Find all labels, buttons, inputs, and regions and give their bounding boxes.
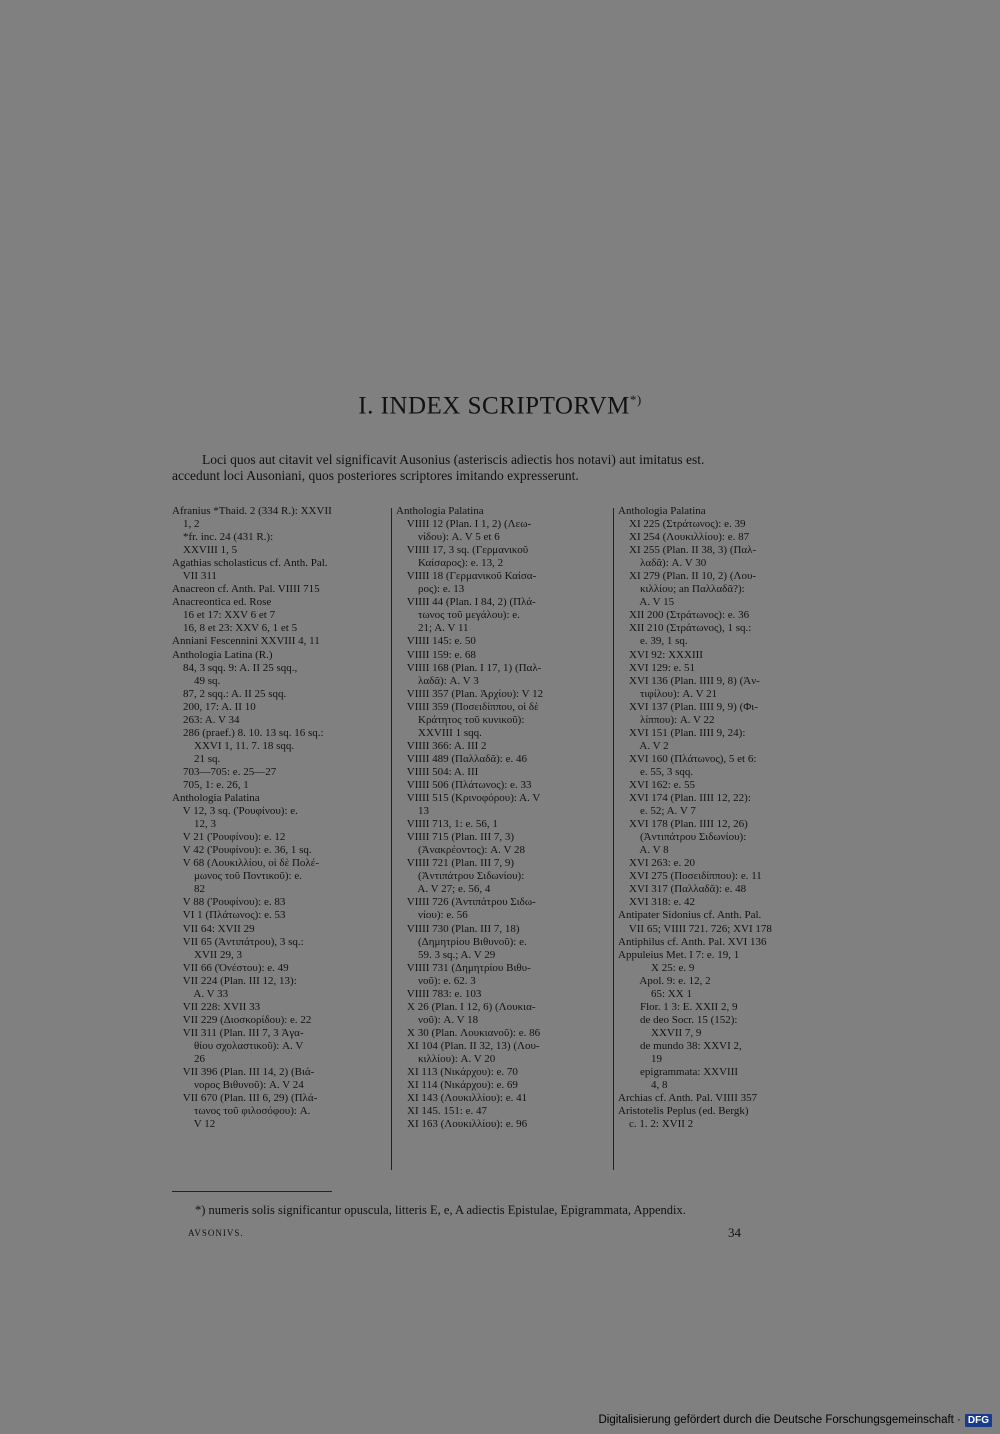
- index-column-1: [172, 505, 387, 1131]
- title-footnote-mark: *): [629, 392, 642, 407]
- footnote: *) numeris solis significantur opuscula, litteris E, e, A adiectis Epistulae, Epigrammata, Appendix.: [195, 1203, 686, 1217]
- index-entry-line: XI 104 (Plan. II 32, 13) (Λου-: [396, 1039, 540, 1052]
- index-entry-line: XI 163 (Λουκιλλίου): e. 96: [396, 1118, 528, 1131]
- index-entry-line: Anthologia Latina (R.): [172, 648, 273, 661]
- index-entry-line: Archias cf. Anth. Pal. VIIII 357: [618, 1092, 758, 1105]
- index-entry-line: 13: [396, 805, 429, 818]
- index-entry-line: Apol. 9: e. 12, 2: [618, 974, 711, 987]
- index-entry-line: Anthologia Palatina: [396, 505, 484, 517]
- dfg-banner-text: Digitalisierung gefördert durch die Deutsche Forschungsgemeinschaft ·: [598, 1414, 961, 1426]
- index-entry-line: VIIII 357 (Plan. Ἀρχίου): V 12: [396, 687, 544, 700]
- index-entry-line: XVII 29, 3: [172, 948, 242, 961]
- index-entry-line: X 26 (Plan. I 12, 6) (Λουκια-: [396, 1000, 536, 1013]
- index-entry-line: XVI 275 (Ποσειδίππου): e. 11: [618, 870, 762, 883]
- index-entry-line: A. V 15: [618, 596, 675, 609]
- index-entry-line: 263: A. V 34: [172, 713, 240, 726]
- index-entry-line: Antiphilus cf. Anth. Pal. XVI 136: [618, 935, 767, 948]
- index-entry-line: e. 52; A. V 7: [618, 805, 696, 818]
- index-entry-line: V 12: [172, 1118, 216, 1131]
- index-entry-line: *fr. inc. 24 (431 R.):: [172, 531, 274, 544]
- index-entry-line: Anacreon cf. Anth. Pal. VIIII 715: [172, 583, 320, 596]
- index-entry-line: XVI 160 (Πλάτωνος), 5 et 6:: [618, 752, 757, 765]
- intro-line-1: Loci quos aut citavit vel significavit Ausonius (asteriscis adiectis hos notavi) aut imitatus est.: [202, 452, 705, 467]
- index-entry-line: Antipater Sidonius cf. Anth. Pal.: [618, 909, 762, 922]
- index-entry-line: XII 210 (Στράτωνος), 1 sq.:: [618, 622, 752, 635]
- index-entry-line: XVI 317 (Παλλαδᾶ): e. 48: [618, 883, 747, 896]
- index-entry-line: (Δημητρίου Βιθυνοῦ): e.: [396, 935, 527, 948]
- index-entry-line: VII 396 (Plan. III 14, 2) (Βιά-: [172, 1066, 315, 1079]
- index-entry-line: A. V 2: [618, 739, 669, 752]
- index-entry-line: VII 64: XVII 29: [172, 922, 255, 935]
- index-entry-line: XVI 162: e. 55: [618, 778, 695, 791]
- index-entry-line: 703—705: e. 25—27: [172, 765, 277, 778]
- index-entry-line: XXVIII 1, 5: [172, 544, 238, 557]
- index-entry-line: 200, 17: A. II 10: [172, 700, 256, 713]
- index-entry-line: (Ἀντιπάτρου Σιδωνίου):: [396, 870, 525, 883]
- index-entry-line: VIIII 713, 1: e. 56, 1: [396, 818, 498, 831]
- index-entry-line: A. V 33: [172, 987, 229, 1000]
- index-entry-line: VIIII 366: A. III 2: [396, 739, 487, 752]
- index-entry-line: XI 114 (Νικάρχου): e. 69: [396, 1079, 518, 1092]
- index-entry-line: VIIII 489 (Παλλαδᾶ): e. 46: [396, 752, 527, 765]
- index-entry-line: 16, 8 et 23: XXV 6, 1 et 5: [172, 622, 298, 635]
- index-entry-line: τωνος τοῦ φιλοσόφου): A.: [172, 1105, 311, 1118]
- index-entry-line: VIIII 515 (Κρινοφόρου): A. V: [396, 792, 541, 805]
- index-entry-line: XI 143 (Λουκιλλίου): e. 41: [396, 1092, 528, 1105]
- index-entry-line: VII 65 (Ἀντιπάτρου), 3 sq.:: [172, 935, 304, 948]
- index-entry-line: VIIII 504: A. III: [396, 765, 479, 778]
- index-entry-line: λαδᾶ): A. V 30: [618, 557, 707, 570]
- index-entry-line: 1, 2: [172, 518, 200, 531]
- running-head: AVSONIVS.: [188, 1228, 244, 1238]
- index-entry-line: 87, 2 sqq.: A. II 25 sqq.: [172, 687, 287, 700]
- index-entry-line: 59. 3 sq.; A. V 29: [396, 948, 496, 961]
- index-entry-line: XXVII 7, 9: [618, 1026, 702, 1039]
- dfg-banner: [598, 1412, 992, 1428]
- index-entry-line: VIIII 18 (Γερμανικοῦ Καίσα-: [396, 570, 537, 583]
- index-entry-line: XVI 136 (Plan. IIII 9, 8) (Ἀν-: [618, 674, 760, 687]
- index-entry-line: 26: [172, 1052, 205, 1065]
- index-entry-line: νίου): e. 56: [396, 909, 468, 922]
- index-entry-line: νοῦ): e. 62. 3: [396, 974, 476, 987]
- index-entry-line: Afranius *Thaid. 2 (334 R.): XXVII: [172, 505, 332, 517]
- index-entry-line: Κράτητος τοῦ κυνικοῦ):: [396, 713, 525, 726]
- index-entry-line: VII 66 (Ὀνέστου): e. 49: [172, 961, 289, 974]
- index-entry-line: epigrammata: XXVIII: [618, 1066, 739, 1079]
- index-entry-line: VIIII 359 (Ποσειδίππου, οἱ δὲ: [396, 700, 539, 713]
- index-entry-line: XVI 92: XXXIII: [618, 648, 703, 661]
- index-entry-line: VII 311: [172, 570, 217, 583]
- column-divider-1: [391, 508, 392, 1170]
- index-entry-line: Καίσαρος): e. 13, 2: [396, 557, 504, 570]
- index-entry-line: 65: XX 1: [618, 987, 692, 1000]
- index-entry-line: VII 229 (Διοσκορίδου): e. 22: [172, 1013, 312, 1026]
- index-entry-line: XVI 263: e. 20: [618, 857, 695, 870]
- index-entry-line: 49 sq.: [172, 674, 221, 687]
- index-entry-line: XVI 318: e. 42: [618, 896, 695, 909]
- index-entry-line: VIIII 721 (Plan. III 7, 9): [396, 857, 515, 870]
- index-entry-line: X 30 (Plan. Λουκιανοῦ): e. 86: [396, 1026, 541, 1039]
- column-divider-2: [613, 508, 614, 1170]
- index-entry-line: 16 et 17: XXV 6 et 7: [172, 609, 276, 622]
- index-entry-line: 4, 8: [618, 1079, 668, 1092]
- index-entry-line: A. V 8: [618, 844, 669, 857]
- dfg-logo: DFG: [965, 1414, 992, 1427]
- index-entry-line: XVI 151 (Plan. IIII 9, 24):: [618, 726, 746, 739]
- index-entry-line: V 68 (Λουκιλλίου, οἱ δὲ Πολέ-: [172, 857, 320, 870]
- index-entry-line: κιλλίου): A. V 20: [396, 1052, 496, 1065]
- index-entry-line: Anniani Fescennini XXVIII 4, 11: [172, 635, 320, 648]
- index-entry-line: VIIII 731 (Δημητρίου Βιθυ-: [396, 961, 531, 974]
- index-entry-line: V 12, 3 sq. (Ῥουφίνου): e.: [172, 805, 298, 818]
- index-entry-line: τωνος τοῦ μεγάλου): e.: [396, 609, 520, 622]
- index-entry-line: XVI 137 (Plan. IIII 9, 9) (Φι-: [618, 700, 758, 713]
- index-entry-line: κιλλίου; an Παλλαδᾶ?):: [618, 583, 745, 596]
- index-entry-line: VIIII 12 (Plan. I 1, 2) (Λεω-: [396, 518, 532, 531]
- index-entry-line: V 21 (Ῥουφίνου): e. 12: [172, 831, 286, 844]
- index-entry-line: A. V 27; e. 56, 4: [396, 883, 491, 896]
- index-column-3: [618, 505, 838, 1131]
- intro-line-2: accedunt loci Ausoniani, quos posteriores scriptores imitando expresserunt.: [172, 468, 579, 483]
- index-entry-line: 82: [172, 883, 205, 896]
- index-column-2: [396, 505, 614, 1131]
- footnote-rule: [172, 1191, 332, 1192]
- title-text: I. INDEX SCRIPTORVM: [358, 392, 630, 420]
- index-entry-line: de deo Socr. 15 (152):: [618, 1013, 738, 1026]
- index-entry-line: XII 200 (Στράτωνος): e. 36: [618, 609, 750, 622]
- index-entry-line: e. 39, 1 sq.: [618, 635, 688, 648]
- index-entry-line: 12, 3: [172, 818, 216, 831]
- index-entry-line: VII 65; VIIII 721. 726; XVI 178: [618, 922, 772, 935]
- index-entry-line: λίππου): A. V 22: [618, 713, 715, 726]
- index-entry-line: ρος): e. 13: [396, 583, 465, 596]
- index-entry-line: c. 1. 2: XVII 2: [618, 1118, 694, 1131]
- index-entry-line: VII 311 (Plan. III 7, 3 Ἀγα-: [172, 1026, 304, 1039]
- index-entry-line: μωνος τοῦ Ποντικοῦ): e.: [172, 870, 302, 883]
- index-entry-line: 286 (praef.) 8. 10. 13 sq. 16 sq.:: [172, 726, 324, 739]
- index-entry-line: Agathias scholasticus cf. Anth. Pal.: [172, 557, 328, 570]
- index-entry-line: VIIII 168 (Plan. I 17, 1) (Παλ-: [396, 661, 542, 674]
- index-entry-line: VIIII 730 (Plan. III 7, 18): [396, 922, 520, 935]
- index-entry-line: XVI 174 (Plan. IIII 12, 22):: [618, 792, 751, 805]
- index-entry-line: VII 228: XVII 33: [172, 1000, 261, 1013]
- index-entry-line: Anthologia Palatina: [618, 505, 706, 517]
- index-entry-line: νίδου): A. V 5 et 6: [396, 531, 500, 544]
- index-entry-line: (Ἀνακρέοντος): A. V 28: [396, 844, 525, 857]
- index-entry-line: VIIII 159: e. 68: [396, 648, 476, 661]
- index-entry-line: Aristotelis Peplus (ed. Bergk): [618, 1105, 749, 1118]
- index-entry-line: 21 sq.: [172, 752, 221, 765]
- index-entry-line: XI 279 (Plan. II 10, 2) (Λου-: [618, 570, 757, 583]
- index-entry-line: VII 670 (Plan. III 6, 29) (Πλά-: [172, 1092, 318, 1105]
- index-entry-line: 705, 1: e. 26, 1: [172, 778, 249, 791]
- index-entry-line: 21; A. V 11: [396, 622, 469, 635]
- index-entry-line: X 25: e. 9: [618, 961, 695, 974]
- index-entry-line: XVI 129: e. 51: [618, 661, 695, 674]
- index-entry-line: τιφίλου): A. V 21: [618, 687, 718, 700]
- index-entry-line: V 42 (Ῥουφίνου): e. 36, 1 sq.: [172, 844, 312, 857]
- index-entry-line: XI 145. 151: e. 47: [396, 1105, 488, 1118]
- index-entry-line: VIIII 506 (Πλάτωνος): e. 33: [396, 778, 532, 791]
- index-entry-line: 19: [618, 1052, 662, 1065]
- index-entry-line: XVI 178 (Plan. IIII 12, 26): [618, 818, 748, 831]
- index-entry-line: VIIII 783: e. 103: [396, 987, 482, 1000]
- index-entry-line: XI 254 (Λουκιλλίου): e. 87: [618, 531, 750, 544]
- index-entry-line: VIIII 715 (Plan. III 7, 3): [396, 831, 515, 844]
- index-entry-line: λαδᾶ): A. V 3: [396, 674, 479, 687]
- index-entry-line: de mundo 38: XXVI 2,: [618, 1039, 742, 1052]
- index-entry-line: VII 224 (Plan. III 12, 13):: [172, 974, 297, 987]
- intro-paragraph: [172, 452, 812, 484]
- index-entry-line: VIIII 145: e. 50: [396, 635, 476, 648]
- index-entry-line: XXVIII 1 sqq.: [396, 726, 482, 739]
- index-entry-line: XI 113 (Νικάρχου): e. 70: [396, 1066, 518, 1079]
- index-entry-line: νοῦ): A. V 18: [396, 1013, 479, 1026]
- index-entry-line: θίου σχολαστικοῦ): A. V: [172, 1039, 304, 1052]
- index-entry-line: VI 1 (Πλάτωνος): e. 53: [172, 909, 286, 922]
- index-entry-line: Anthologia Palatina: [172, 792, 260, 805]
- page-title: [0, 392, 1000, 420]
- index-entry-line: (Ἀντιπάτρου Σιδωνίου):: [618, 831, 747, 844]
- index-entry-line: Appuleius Met. I 7: e. 19, 1: [618, 948, 740, 961]
- index-entry-line: νορος Βιθυνοῦ): A. V 24: [172, 1079, 304, 1092]
- index-entry-line: VIIII 726 (Ἀντιπάτρου Σιδω-: [396, 896, 536, 909]
- index-entry-line: e. 55, 3 sqq.: [618, 765, 694, 778]
- index-entry-line: VIIII 17, 3 sq. (Γερμανικοῦ: [396, 544, 529, 557]
- index-entry-line: XXVI 1, 11. 7. 18 sqq.: [172, 739, 295, 752]
- index-entry-line: XI 225 (Στράτωνος): e. 39: [618, 518, 746, 531]
- index-entry-line: Anacreontica ed. Rose: [172, 596, 272, 609]
- index-entry-line: 84, 3 sqq. 9: A. II 25 sqq.,: [172, 661, 298, 674]
- page-number: 34: [728, 1225, 741, 1240]
- index-entry-line: Flor. 1 3: E. XXII 2, 9: [618, 1000, 738, 1013]
- index-entry-line: VIIII 44 (Plan. I 84, 2) (Πλά-: [396, 596, 536, 609]
- index-entry-line: XI 255 (Plan. II 38, 3) (Παλ-: [618, 544, 757, 557]
- index-entry-line: V 88 (Ῥουφίνου): e. 83: [172, 896, 286, 909]
